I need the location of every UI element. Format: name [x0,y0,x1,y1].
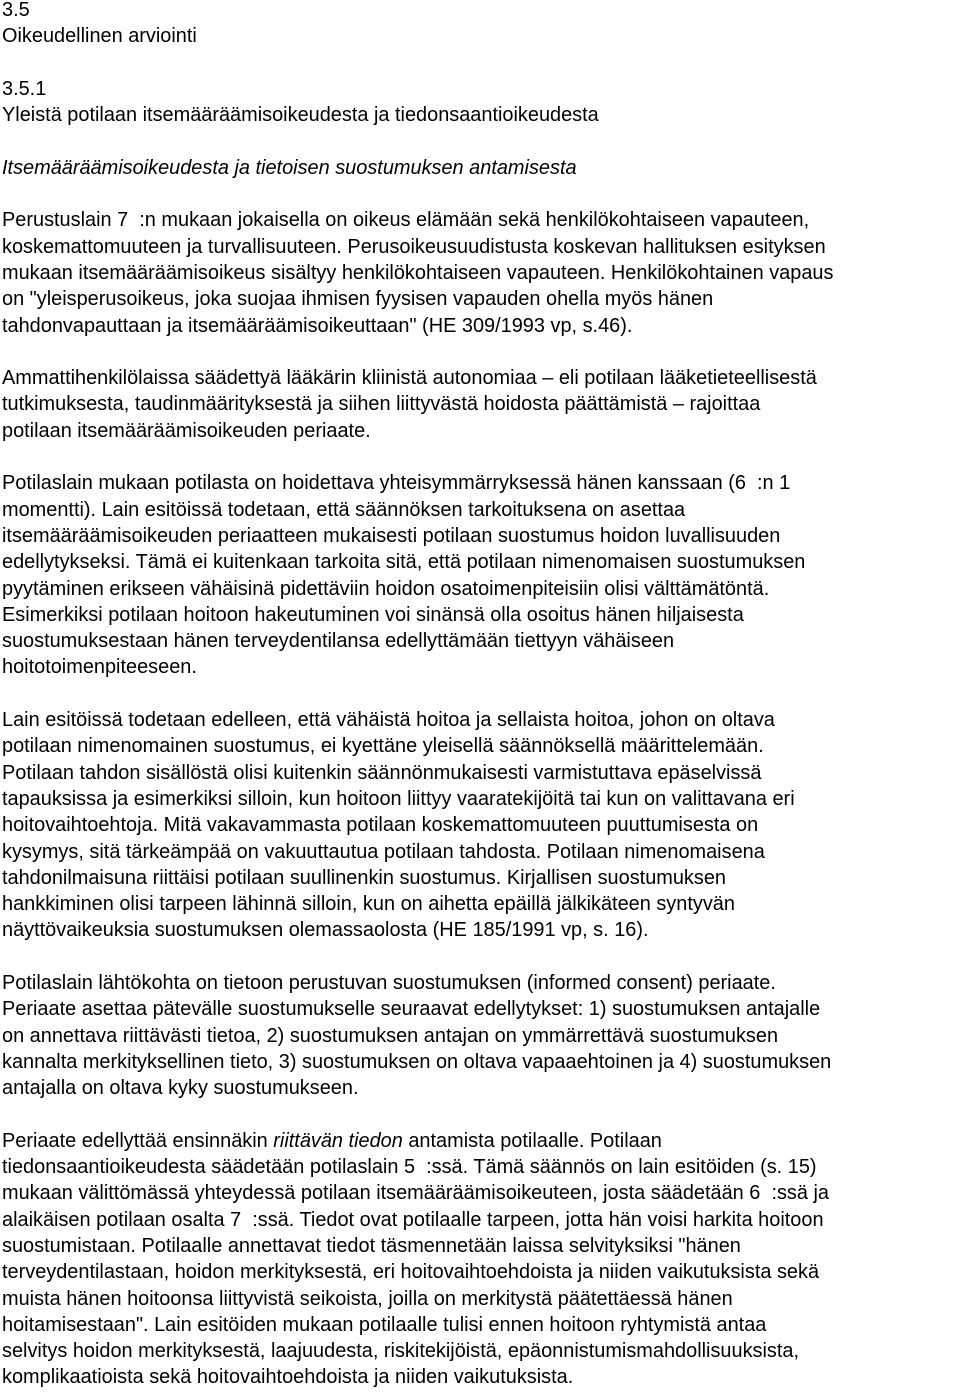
text-line: kannalta merkityksellinen tieto, 3) suostumuksen on oltava vapaaehtoinen ja 4) suostumuksen [2,1050,832,1073]
text-line: tutkimuksesta, taudinmäärityksestä ja siihen liittyvästä hoidosta päättämistä – rajoittaa [2,393,761,416]
spacer [2,339,960,365]
text-line: tapauksissa ja esimerkiksi silloin, kun hoitoon liittyy vaaratekijöitä tai kun on valittavana eri [2,787,795,810]
text-line [2,1128,956,1154]
spacer [2,181,960,207]
text-line: suostumistaan. Potilaalle annettavat tiedot täsmennetään laissa selvityksiksi "hänen [2,1234,741,1257]
section-title: Oikeudellinen arviointi [2,25,197,48]
text-line: mukaan itsemääräämisoikeus sisältyy henkilökohtaiseen vapauteen. Henkilökohtainen vapaus [2,261,834,284]
text-line: alaikäisen potilaan osalta 7 :ssä. Tiedot ovat potilaalle tarpeen, jotta hän voisi harkita hoitoon [2,1208,824,1231]
text-line: Perustuslain 7 :n mukaan jokaisella on oikeus elämään sekä henkilökohtaiseen vapauteen, [2,209,810,232]
text-line: antajalla on oltava kyky suostumukseen. [2,1077,359,1100]
spacer [2,50,960,76]
text-line: tahdonvapauttaan ja itsemääräämisoikeuttaan" (HE 309/1993 vp, s.46). [2,314,633,337]
paragraph-4 [2,707,960,944]
text-line: momentti). Lain esitöissä todetaan, että säännöksen tarkoituksena on asettaa [2,498,686,521]
text-line: Potilaslain lähtökohta on tietoon perustuvan suostumuksen (informed consent) periaate. [2,971,776,994]
text-line: näyttövaikeuksia suostumuksen olemassaolosta (HE 185/1991 vp, s. 16). [2,919,649,942]
subsection-number: 3.5.1 [2,77,47,100]
text-line: itsemääräämisoikeuden periaatteen mukaisesti potilaan suostumus hoidon luvallisuuden [2,524,781,547]
text-line: terveydentilastaan, hoidon merkityksestä, eri hoitovaihtoehdoista ja niiden vaikutuksista sekä [2,1261,820,1284]
text-line: hankkiminen olisi tarpeen lähinnä silloin, kun on aihetta epäillä jälkikäteen syntyvän [2,893,735,916]
paragraph-2 [2,365,960,444]
text-line: suostumuksestaan hänen terveydentilansa edellyttämään tiettyyn vähäiseen [2,630,675,653]
spacer [2,1101,960,1127]
text-line: Periaate asettaa pätevälle suostumukselle seuraavat edellytykset: 1) suostumuksen antajalle [2,998,821,1021]
text-line: Ammattihenkilölaissa säädettyä lääkärin kliinistä autonomiaa – eli potilaan lääketieteellisestä [2,367,817,390]
text-line: on "yleisperusoikeus, joka suojaa ihmisen fyysisen vapauden ohella myös hänen [2,288,714,311]
text-line: hoitotoimenpiteeseen. [2,656,197,679]
emphasized-text: riittävän tiedon [273,1129,403,1152]
text-line: muista hänen hoitoonsa liittyvistä seikoista, joilla on merkitystä päätettäessä hänen [2,1287,733,1310]
lead-text: Periaate edellyttää ensinnäkin [2,1129,274,1152]
text-line: Potilaslain mukaan potilasta on hoidettava yhteisymmärryksessä hänen kanssaan (6 :n 1 [2,472,791,495]
text-line: tiedonsaantioikeudesta säädetään potilaslain 5 :ssä. Tämä säännös on lain esitöiden (s. 15) [2,1156,817,1179]
subsection-title: Yleistä potilaan itsemääräämisoikeudesta ja tiedonsaantioikeudesta [2,104,599,127]
text-line: komplikaatioista sekä hoitovaihtoehdoista ja niiden vaikutuksista. [2,1366,574,1389]
paragraph-1 [2,207,960,338]
text-line: Lain esitöissä todetaan edelleen, että vähäistä hoitoa ja sellaista hoitoa, johon on oltava [2,709,775,732]
paragraph-6 [2,1128,960,1391]
text-line: pyytäminen erikseen vähäisinä pidettäviin hoidon osatoimenpiteisiin olisi välttämätöntä. [2,577,770,600]
spacer [2,944,960,970]
lead-text-continued: antamista potilaalle. Potilaan [402,1129,662,1152]
text-line: koskemattomuuteen ja turvallisuuteen. Perusoikeusuudistusta koskevan hallituksen esityksen [2,235,826,258]
text-line: Potilaan tahdon sisällöstä olisi kuitenkin säännönmukaisesti varmistuttava epäselvissä [2,761,762,784]
section-number: 3.5 [2,0,30,21]
text-line: potilaan itsemääräämisoikeuden periaate. [2,419,371,442]
text-line: potilaan nimenomainen suostumus, ei kyettäne yleisellä säännöksellä määrittelemään. [2,735,764,758]
text-line: hoitamisestaan". Lain esitöiden mukaan potilaalle tulisi ennen hoitoon ryhtymistä antaa [2,1313,767,1336]
text-line: Esimerkiksi potilaan hoitoon hakeutuminen voi sinänsä olla osoitus hänen hiljaisesta [2,603,744,626]
text-line: kysymys, sitä tärkeämpää on vakuuttautua potilaan tahdosta. Potilaan nimenomaisena [2,840,765,863]
text-line: edellytykseksi. Tämä ei kuitenkaan tarkoita sitä, että potilaan nimenomaisen suostumuksen [2,551,806,574]
spacer [2,681,960,707]
paragraph-3 [2,470,960,680]
subheading: Itsemääräämisoikeudesta ja tietoisen suostumuksen antamisesta [2,156,577,179]
text-line: hoitovaihtoehtoja. Mitä vakavammasta potilaan koskemattomuuteen puuttumisesta on [2,814,759,837]
text-line: tahdonilmaisuna riittäisi potilaan suullinenkin suostumus. Kirjallisen suostumuksen [2,866,727,889]
text-line: mukaan välittömässä yhteydessä potilaan itsemääräämisoikeuteen, josta säädetään 6 :ssä ja [2,1182,830,1205]
text-line: on annettava riittävästi tietoa, 2) suostumuksen antajan on ymmärrettävä suostumuksen [2,1024,779,1047]
spacer [2,444,960,470]
paragraph-5 [2,970,960,1101]
spacer [2,128,960,154]
text-line: selvitys hoidon merkityksestä, laajuudesta, riskitekijöistä, epäonnistumismahdollisuuksista, [2,1340,800,1363]
